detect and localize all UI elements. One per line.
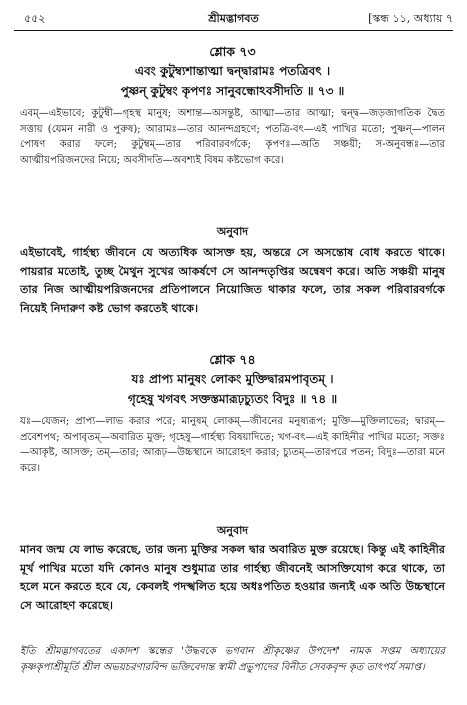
book-title: শ্রীমদ্ভাগবত	[208, 12, 259, 25]
verse-73-translation-label: অনুবাদ	[216, 225, 249, 238]
verse-74-word-meanings: যঃ—যেজন; প্রাপ্য—লাভ করার পরে; মানুষম্ লোকম্—জীবনের মনুষ্যরূপ; মুক্তি—মুক্তিলাভের; দ্বারম্—প্রবেশপথ; অপাবৃতম্—অবারিত মুক্ত; গৃহেষু—গার্হস্থ্য বিষয়াদিতে; খগ-বৎ—এই কাহিনীর পাখির মতো; সক্তঃ—আকৃষ্ট, আসক্ত; তম্—তার; আরূঢ়—উচ্চস্থানে আরোহণ করার; চ্যুতম্—তারপরে পতন; বিদুঃ—তারা মনে করে।	[20, 416, 445, 474]
page-number: ৫৫২	[24, 12, 46, 25]
verse-74-heading: শ্লোক ৭৪	[209, 352, 256, 367]
chapter-colophon: ইতি শ্রীমদ্ভাগবতের একাদশ স্কন্ধের 'উদ্ধবকে ভগবান শ্রীকৃষ্ণের উপদেশ' নামক সপ্তম অধ্যায়ের কৃষ্ণকৃপাশ্রীমূর্তি শ্রীল অভয়চরণারবিন্দ ভক্তিবেদান্ত স্বামী প্রভুপাদের বিনীত সেবকবৃন্দ কৃত তাৎপর্য সমাপ্ত।	[20, 646, 445, 673]
verse-73-heading: শ্লোক ৭৩	[209, 44, 256, 59]
verse-73-word-meanings: এবম্—এইভাবে; কুটুম্বী—গৃহস্থ মানুষ; অশান্ত—অসন্তুষ্ট, আত্মা—তার আত্মা; দ্বন্দ্ব—জড়জাগতিক দ্বৈত সত্তায় (যেমন নারী ও পুরুষ); আরামঃ—তার আনন্দগ্রহণে; পতত্রি-বৎ—এই পাখির মতো; পুষ্ণন্—পালন পোষণ করার ফলে; কুটুম্বম্—তার পরিবারবর্গকে; কৃপণঃ—অতি সঞ্চয়ী; স-অনুবন্ধঃ—তার আত্মীয়পরিজনদের নিয়ে; অবসীদতি—অবশ্যই বিষম কষ্টভোগ করে।	[20, 108, 445, 166]
verse-74-translation-label: অনুবাদ	[216, 524, 249, 537]
verse-73-line-1: এবং কুটুম্ব্যশান্তাত্মা দ্বন্দ্বারামঃ পতত্রিবৎ ।	[134, 64, 331, 78]
verse-73-translation: এইভাবেই, গার্হস্থ্য জীবনে যে অত্যধিক আসক্ত হয়, অন্তরে সে অসন্তোষ বোধ করতে থাকে। পায়রার মতোই, তুচ্ছ মৈথুন সুখের আকর্ষণে সে আনন্দতৃপ্তির অন্বেষণ করে। অতি সঞ্চয়ী মানুষ তার নিজ আত্মীয়পরিজনদের প্রতিপালনে নিয়োজিত থাকার ফলে, তার সকল পরিবারবর্গকে নিয়েই নিদারুণ কষ্ট ভোগ করতেই থাকে।	[20, 245, 445, 315]
section-reference: [স্কন্ধ ১১, অধ্যায় ৭	[368, 12, 453, 25]
header-rule	[14, 30, 453, 31]
verse-74-line-1: যঃ প্রাপ্য মানুষং লোকং মুক্তিদ্বারমপাবৃতম্ ।	[131, 372, 334, 386]
verse-73-line-2: পুষ্ণন্ কুটুম্বং কৃপণঃ সানুবন্ধোঽবসীদতি ॥ ৭৩ ॥	[120, 84, 345, 98]
verse-74-line-2: গৃহেষু খগবৎ সক্তস্তমারূঢ়চ্যুতং বিদুঃ ॥ ৭৪ ॥	[127, 392, 338, 406]
running-header	[14, 8, 453, 28]
verse-74-translation: মানব জন্ম যে লাভ করেছে, তার জন্য মুক্তির সকল দ্বার অবারিত মুক্ত রয়েছে। কিন্তু এই কাহিনীর মূর্খ পাখির মতো যদি কোনও মানুষ শুধুমাত্র তার গার্হস্থ্য জীবনেই আসক্তিযোগ করে থাকে, তা হলে মনে করতে হবে যে, কেবলই পদস্খলিত হয়ে অধঃপতিত হওয়ার জন্যই এক অতি উচ্চস্থানে সে আরোহণ করেছে।	[20, 542, 445, 612]
